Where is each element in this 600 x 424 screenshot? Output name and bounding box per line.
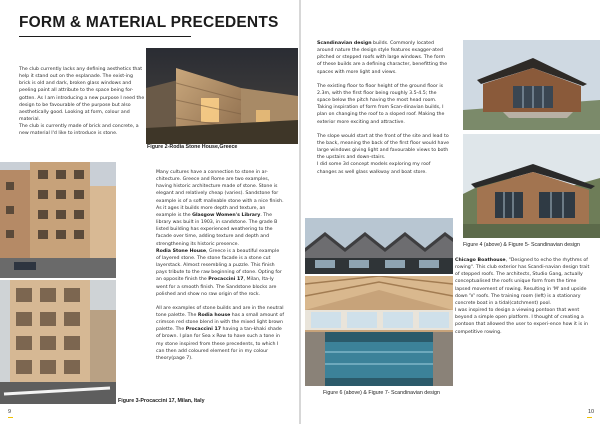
stone-p1-text-end: . The library was built in 1903, in sandstone. The grade B listed building has experienced weathering to the facade over time, adding texture and depth and strengthening its historic presence. bbox=[156, 212, 278, 247]
figure-4-5-caption: Figure 4 (above) & Figure 5- Scandinavian design bbox=[463, 242, 580, 248]
scandinavian-paragraph-3: The slope would start at the front of the site and lead to the back, meaning the back of the first floor would have large windows giving light and favourable views to both the upstairs and down-stairs. bbox=[317, 133, 450, 161]
intro-paragraph-1: The club currently lacks any defining aesthetics that help it stand out on the esplanade. The exist-ing brick is old and dark, broken glass windows and peeling paint all attribute to the space being for-gotten. As I am introducing a new purpose I need the design to be favourable of the purpose but also aesthetically good. Looking at form, colour and material. bbox=[19, 67, 145, 123]
stone-paragraph-2 bbox=[156, 248, 284, 298]
boathouse-training-room-photo bbox=[305, 276, 453, 386]
intro-paragraph-2: The club is currently made of brick and concrete, a new material I'd like to introduce is stone. bbox=[19, 124, 139, 137]
procaccini-term-2: Procaccini 17 bbox=[185, 327, 221, 333]
scandinavian-house-photo-2 bbox=[463, 134, 600, 238]
scandinavian-paragraph-1 bbox=[317, 40, 451, 76]
paragraph-spacer bbox=[317, 76, 451, 83]
right-page bbox=[301, 0, 600, 424]
stone-p1-text: Many cultures have a connection to stone in ar-chitecture. Greece and Rome are two examples, having historic architecture made of stone. Stone is elegant and relatively cheap (varies). Sandstone for example is of a soft malleable stone with a nice finish. As it ages it builds more depth and texture, an example is the bbox=[156, 170, 284, 218]
paragraph-spacer bbox=[156, 298, 284, 305]
stone-p3-text: All are examples of stone builds and are in the neutral tone palette. The bbox=[156, 305, 284, 318]
procaccini-17-photo-bottom bbox=[0, 280, 116, 404]
left-page bbox=[0, 0, 299, 424]
page-number-left: 9 bbox=[8, 409, 12, 415]
boathouse-exterior-photo bbox=[305, 218, 453, 274]
boathouse-paragraph-2: I was inspired to design a viewing pontoon that went beyond a simple open platform. I thought of creating a pontoon that allowed the user to experi-ence how it is in competitive rowing. bbox=[455, 308, 588, 335]
stone-paragraph-3 bbox=[156, 305, 284, 362]
procaccini-17-photo-top bbox=[0, 162, 116, 278]
stone-text-column bbox=[156, 169, 284, 362]
figure-3-caption: Figure 3-Procaccini 17, Milan, Italy bbox=[118, 398, 205, 404]
paragraph-spacer bbox=[317, 126, 451, 133]
rodia-house-term: Rodia house bbox=[197, 312, 231, 318]
scandinavian-paragraph-2: The existing floor to floor height of the ground floor is 2.3m, with the first floor being roughly 3.5-4.5; the space below the pitch having the most head room. Taking inspiration of form from Scan-dinavian builds, I plan on changing the roof to a sloped roof. Making the exterior more exciting and attractive. bbox=[317, 83, 445, 125]
procaccini-term: Procaccini 17 bbox=[208, 277, 244, 283]
stone-p3-text-mid: has a small amount of crimson red stone blend in with the mixed light brown palette. The bbox=[156, 312, 284, 333]
scandinavian-paragraph-4: I did some 3d concept models exploring my roof changes as well glass walkway and boat store. bbox=[317, 162, 431, 175]
stone-p3-text-end: having a tan-khaki shade of brown. I plan for Sea x Row to have such a tone in my stone inspired from these precedents, to which I can then add coloured element for in my colour theory(page 7). bbox=[156, 327, 282, 361]
chicago-boathouse-term: Chicago Boathouse bbox=[455, 258, 506, 263]
scandinavian-house-photo-1 bbox=[463, 40, 600, 130]
stone-paragraph-1 bbox=[156, 169, 284, 248]
page-number-right: 10 bbox=[588, 409, 595, 415]
scandinavian-p1-text: builds. Commonly located around nature the design style features exagger-ated pitched or stepped roofs with large windows. The form of these builds are a defining character, benefitting the spaces with more light and views. bbox=[317, 41, 448, 75]
figure-2-caption: Figure 2-Rodia Stone House,Greece bbox=[147, 144, 238, 150]
boathouse-text-column bbox=[455, 257, 591, 336]
scandinavian-text-column bbox=[317, 40, 451, 176]
accent-mark-left bbox=[8, 417, 13, 418]
rodia-stone-house-term: Rodia Stone House bbox=[156, 248, 207, 254]
accent-mark-right bbox=[587, 417, 592, 418]
rodia-stone-house-photo bbox=[146, 48, 298, 144]
boathouse-paragraph-1 bbox=[455, 257, 591, 307]
glasgow-womens-library-term: Glasgow Women's Library bbox=[192, 212, 261, 218]
stone-p2-text-end: , Milan, Ita-ly went for a smooth finish. The Sandstone blocks are polished and show no raw origin of the rock. bbox=[156, 277, 277, 297]
page-title: FORM & MATERIAL PRECEDENTS bbox=[19, 14, 279, 31]
scandinavian-design-term: Scandinavian design bbox=[317, 41, 372, 46]
figure-6-7-caption: Figure 6 (above) & Figure 7- Scandinavian design bbox=[323, 390, 440, 396]
stone-p2-text: , Greece is a beautiful example of layered stone. The stone facade is a stone cut layerstack. Almost resembling a puzzle. This finish pays tribute to the raw beginning of stone. Opting for an opposite finish the bbox=[156, 248, 282, 283]
boathouse-p1-text: , "Designed to echo the rhythms of rowing". This club exterior has Scandi-navian design trait of stepped roofs. The architects, Studio Gang, actually conceptualised the roofs unique form from the time lapsed movement of rowing. Resulting in 'M' and upside down 'V' roofs. The training room (left) is a stationary concrete boat in a tidal(catchment) pool. bbox=[455, 258, 590, 306]
intro-text bbox=[19, 66, 145, 138]
title-underline bbox=[19, 36, 191, 37]
